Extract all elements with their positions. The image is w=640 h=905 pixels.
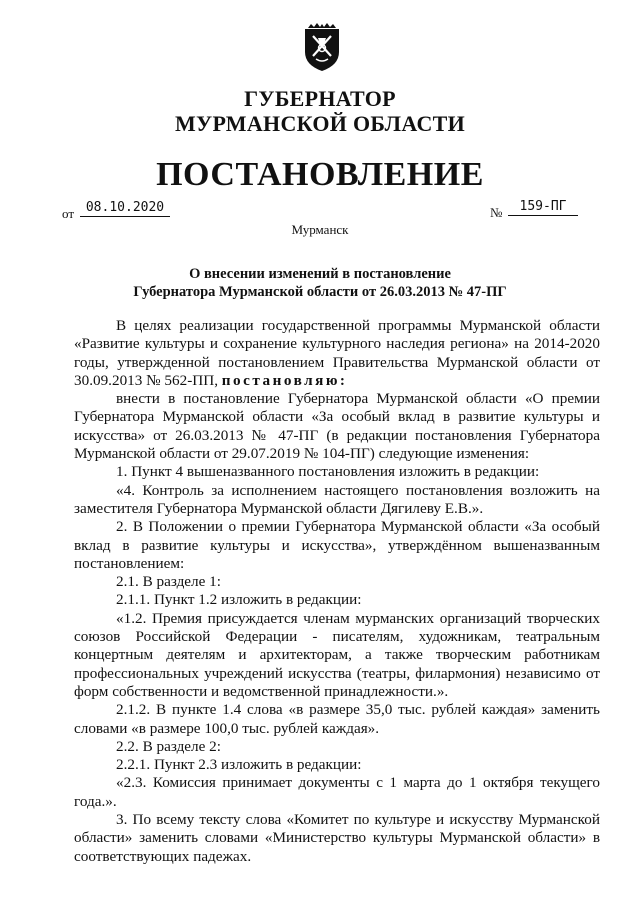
governor-title-line2: МУРМАНСКОЙ ОБЛАСТИ (174, 111, 466, 136)
number-label: № (490, 205, 503, 220)
document-number: 159-ПГ (508, 199, 578, 216)
paragraph: внести в постановление Губернатора Мурманской области «О премии Губернатора Мурманской области «За особый вклад в развитие культуры и искусства» от 26.03.2013 № 47-ПГ (в редакции постановления Губернатора Мурманской области от 29.07.2019 № 104-ПГ) следующие изменения: (74, 390, 600, 463)
paragraph: «4. Контроль за исполнением настоящего постановления возложить на заместителя Губернатора Мурманской области Дягилеву Е.В.». (74, 481, 600, 517)
decree-keyword: постановляю: (221, 371, 348, 389)
paragraph: «2.3. Комиссия принимает документы с 1 марта до 1 октября текущего года.». (74, 774, 600, 810)
paragraph: «1.2. Премия присуждается членам мурманских организаций творческих союзов Российской Федерации - писателям, художникам, театральным концертным деятелям и архитекторам, а также творческим работникам профессиональных учреждений искусства (театры, филармония) независимо от форм собственности и ведомственной принадлежности.». (74, 609, 600, 700)
paragraph: 1. Пункт 4 вышеназванного постановления изложить в редакции: (116, 463, 540, 481)
paragraph-preamble: В целях реализации государственной программы Мурманской области «Развитие культуры и сохранение культурного наследия региона» на 2014-2020 годы, утвержденной постановлением Правительства Мурманской области от 30.09.2013 № 562-ПП, постановляю: (74, 317, 600, 389)
paragraph: 2. В Положении о премии Губернатора Мурманской области «За особый вклад в развитие культуры и искусства», утверждённом вышеназванным постановлением: (74, 518, 600, 572)
date-label: от (62, 206, 75, 221)
governor-title-line1: ГУБЕРНАТОР (244, 86, 396, 111)
document-type-title: ПОСТАНОВЛЕНИЕ (156, 156, 484, 193)
coat-of-arms-icon (302, 22, 342, 72)
paragraph: 2.1.2. В пункте 1.4 слова «в размере 35,0 тыс. рублей каждая» заменить словами «в размере 100,0 тыс. рублей каждая». (74, 701, 600, 737)
paragraph: 3. По всему тексту слова «Комитет по культуре и искусству Мурманской области» заменить словами «Министерство культуры Мурманской области» в соответствующих падежах. (74, 811, 600, 865)
subject-line2: Губернатора Мурманской области от 26.03.2013 № 47-ПГ (133, 284, 507, 300)
document-body (74, 317, 600, 866)
paragraph: 2.1.1. Пункт 1.2 изложить в редакции: (116, 591, 362, 609)
city: Мурманск (291, 222, 349, 237)
paragraph: 2.2. В разделе 2: (116, 737, 221, 755)
paragraph: 2.1. В разделе 1: (116, 573, 221, 591)
subject-line1: О внесении изменений в постановление (189, 266, 451, 282)
document-date: 08.10.2020 (80, 200, 170, 217)
paragraph: 2.2.1. Пункт 2.3 изложить в редакции: (116, 756, 362, 774)
